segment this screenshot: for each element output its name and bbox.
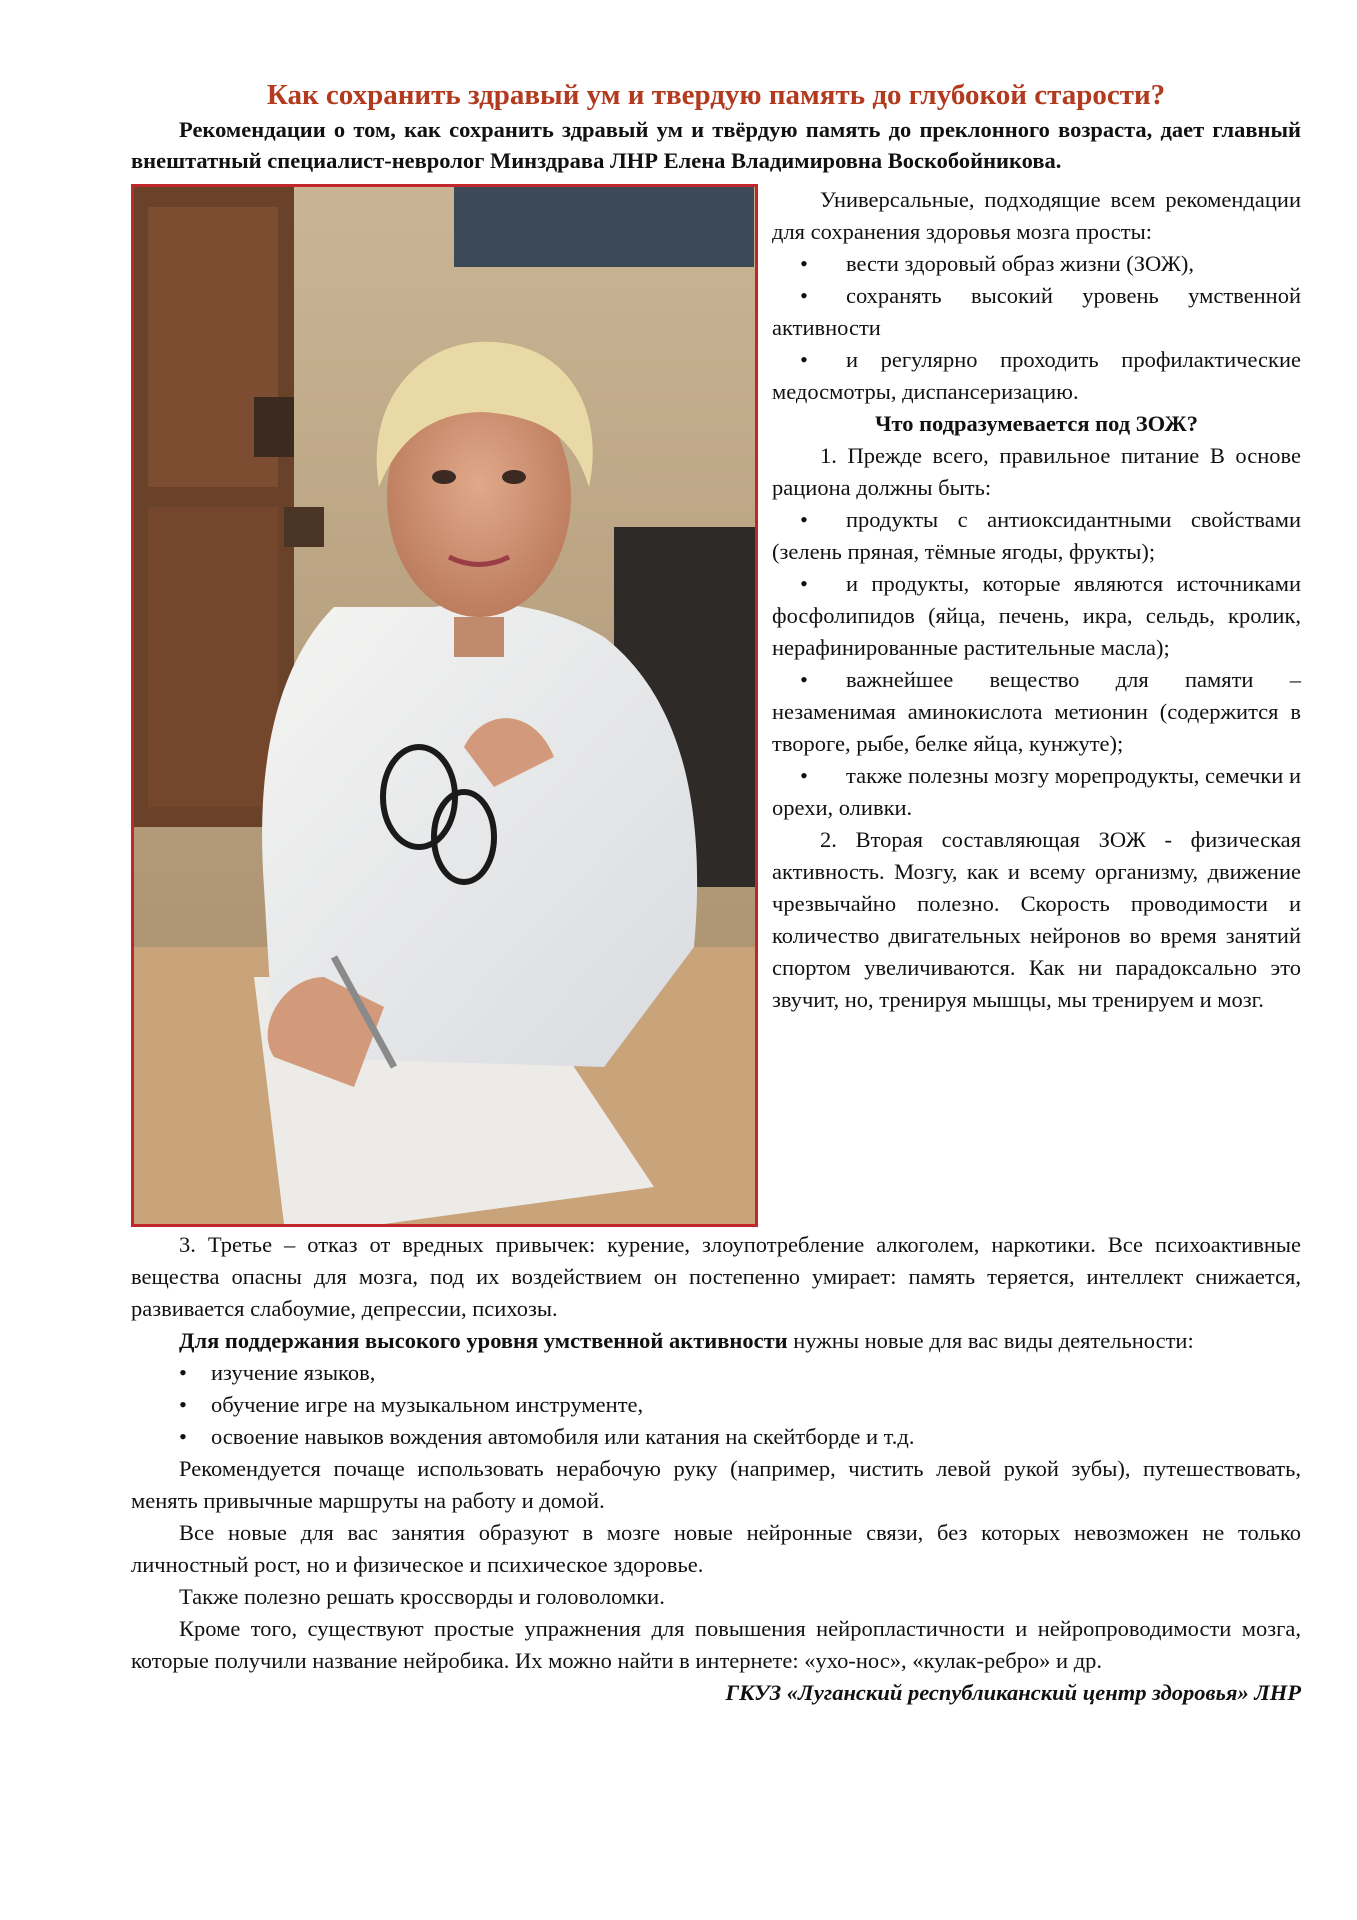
neural-connections-paragraph: Все новые для вас занятия образуют в мозге новые нейронные связи, без которых невозможен не только личностный рост, но и физическое и психическое здоровье. <box>131 1520 1301 1577</box>
food-item: • важнейшее вещество для памяти – незаменимая аминокислота метионин (содержится в твороге, рыбе, белке яйца, кунжуте); <box>772 667 1301 756</box>
nutrition-intro: 1. Прежде всего, правильное питание В основе рациона должны быть: <box>772 443 1301 500</box>
food-item: • и продукты, которые являются источниками фосфолипидов (яйца, печень, икра, сельдь, кролик, нерафинированные растительные масла); <box>772 571 1301 660</box>
activity-list <box>131 1357 1301 1453</box>
document-page <box>131 78 1301 1709</box>
right-column <box>772 184 1301 1227</box>
crosswords-paragraph: Также полезно решать кроссворды и головоломки. <box>179 1584 665 1609</box>
portrait-photo <box>131 184 758 1227</box>
recommendations-intro: Универсальные, подходящие всем рекомендации для сохранения здоровья мозга просты: <box>772 187 1301 244</box>
neurobics-paragraph: Кроме того, существуют простые упражнения для повышения нейропластичности и нейропроводимости мозга, которые получили название нейробика. Их можно найти в интернете: «ухо-нос», «кулак-ребро» и др. <box>131 1616 1301 1673</box>
portrait-illustration <box>134 187 755 1224</box>
list-item: • изучение языков, <box>179 1357 1301 1389</box>
bottom-section <box>131 1229 1301 1709</box>
list-item: • обучение игре на музыкальном инструменте, <box>179 1389 1301 1421</box>
bad-habits-paragraph: 3. Третье – отказ от вредных привычек: курение, злоупотребление алкоголем, наркотики. Все психоактивные вещества опасны для мозга, под их воздействием он постепенно умирает: память теряется, интеллект снижается, развивается слабоумие, депрессии, психозы. <box>131 1232 1301 1321</box>
lead-paragraph: Рекомендации о том, как сохранить здравый ум и твёрдую память до преклонного возраста, дает главный внештатный специалист-невролог Минздрава ЛНР Елена Владимировна Воскобойникова. <box>131 117 1301 173</box>
food-item: • продукты с антиоксидантными свойствами (зелень пряная, тёмные ягоды, фрукты); <box>772 507 1301 564</box>
tip-item: • сохранять высокий уровень умственной активности <box>772 283 1301 340</box>
tip-item: • и регулярно проходить профилактические медосмотры, диспансеризацию. <box>772 347 1301 404</box>
mental-activity-paragraph: Для поддержания высокого уровня умственной активности нужны новые для вас виды деятельности: <box>179 1328 1194 1353</box>
signature: ГКУЗ «Луганский республиканский центр здоровья» ЛНР <box>725 1680 1301 1705</box>
food-item: • также полезны мозгу морепродукты, семечки и орехи, оливки. <box>772 763 1301 820</box>
content-row <box>131 184 1301 1227</box>
non-dominant-hand-paragraph: Рекомендуется почаще использовать нерабочую руку (например, чистить левой рукой зубы), путешествовать, менять привычные маршруты на работу и домой. <box>131 1456 1301 1513</box>
list-item: • освоение навыков вождения автомобиля или катания на скейтборде и т.д. <box>179 1421 1301 1453</box>
physical-activity-paragraph: 2. Вторая составляющая ЗОЖ - физическая активность. Мозгу, как и всему организму, движение чрезвычайно полезно. Скорость проводимости и количество двигательных нейронов во время занятий спортом увеличиваются. Как ни парадоксально это звучит, но, тренируя мышцы, мы тренируем и мозг. <box>772 827 1301 1012</box>
tip-item: • вести здоровый образ жизни (ЗОЖ), <box>800 251 1194 276</box>
zozh-heading: Что подразумевается под ЗОЖ? <box>874 411 1199 436</box>
page-title: Как сохранить здравый ум и твердую память до глубокой старости? <box>266 79 1166 111</box>
